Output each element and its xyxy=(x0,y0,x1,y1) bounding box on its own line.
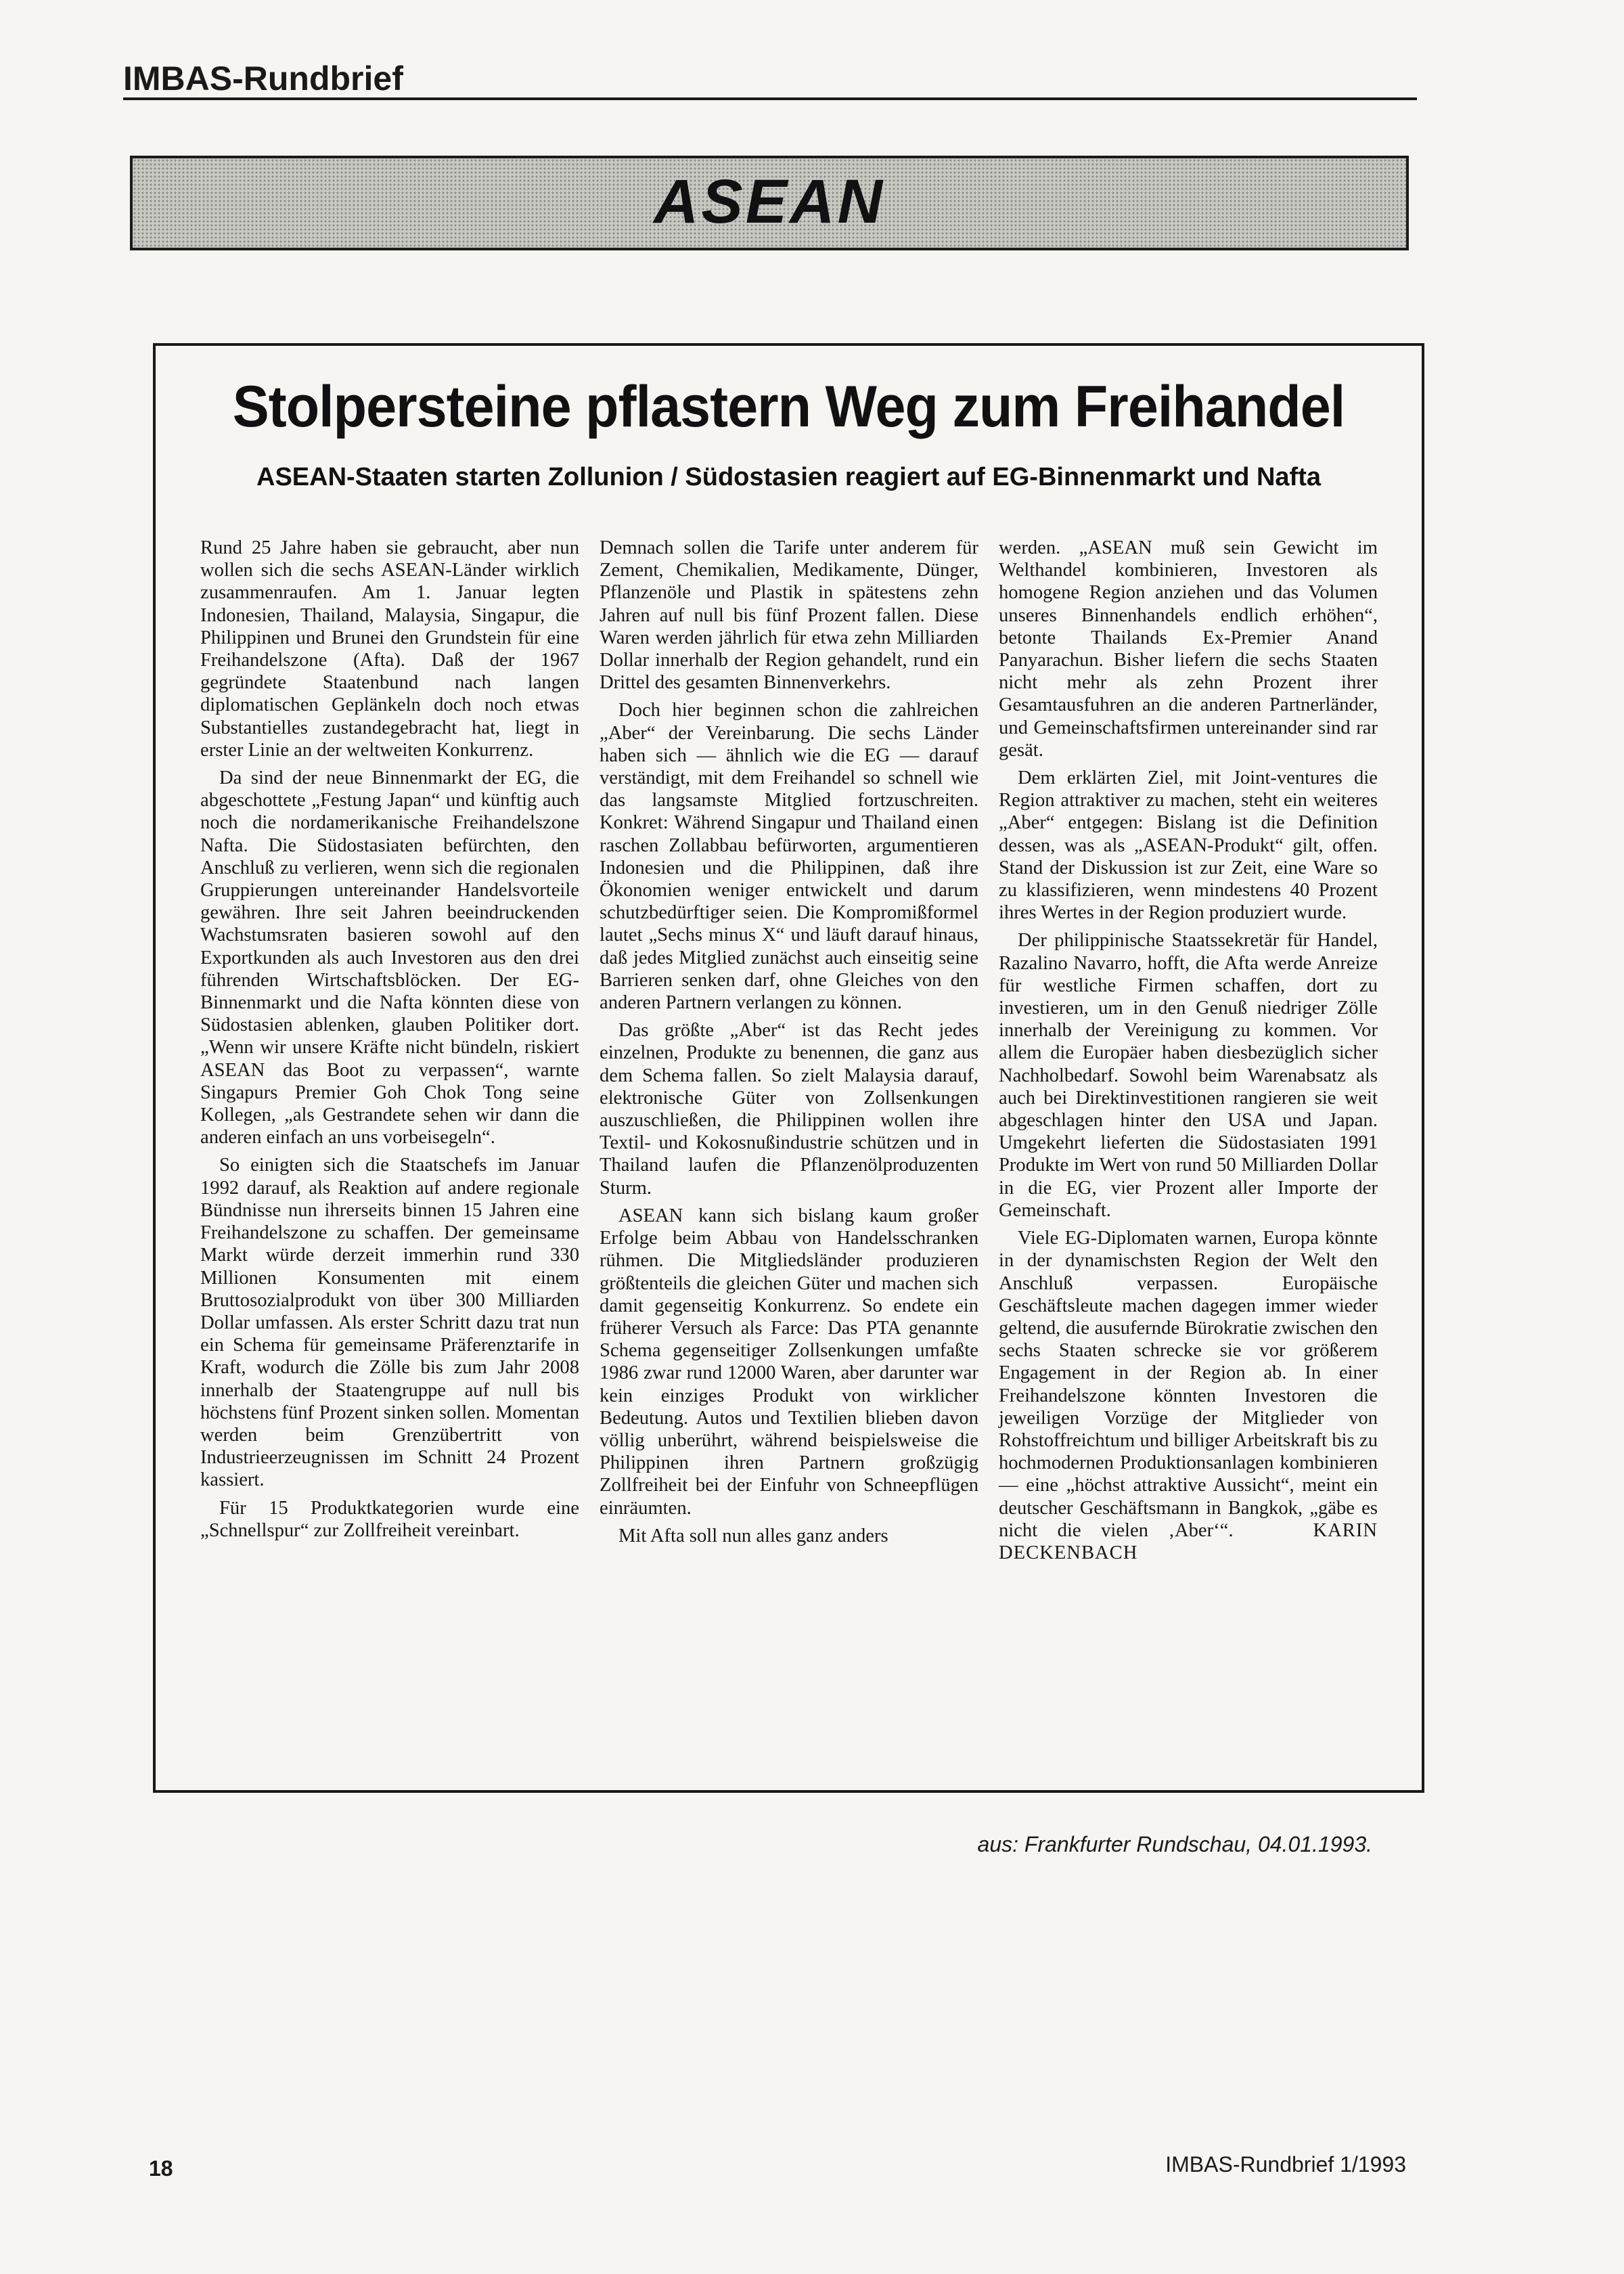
column-1 xyxy=(200,537,579,1755)
paragraph-text: Viele EG-Diplomaten warnen, Europa könnte in der dynamischsten Region der Welt den Anschluß verpassen. Europäische Geschäftsleute machen dagegen immer wieder geltend, die ausufernde Bürokratie zwischen den sechs Staaten schrecke sie vor größerem Engagement in der Region ab. In einer Freihandelszone könnten Investoren die jeweiligen Vorzüge der Mitglieder von Rohstoffreichtum und billiger Arbeitskraft bis zu hochmodernen Produktionsanlagen kombinieren — eine „höchst attraktive Aussicht“, meint ein deutscher Geschäftsmann in Bangkok, „gäbe es nicht die vielen ‚Aber‘“. xyxy=(999,1228,1378,1541)
article-columns xyxy=(200,537,1378,1755)
paragraph: werden. „ASEAN muß sein Gewicht im Welthandel kombinieren, Investoren als homogene Region anziehen und das Volumen unseres Binnenhandels endlich erhöhen“, betonte Thailands Ex-Premier Anand Panyarachun. Bisher liefern die sechs Staaten nicht mehr als zehn Prozent ihrer Gesamtausfuhren an die anderen Partnerländer, und Gemeinschaftsfirmen untereinander sind rar gesät. xyxy=(999,537,1378,761)
paragraph: Mit Afta soll nun alles ganz anders xyxy=(618,1525,888,1546)
section-title: ASEAN xyxy=(653,167,886,236)
paragraph: Das größte „Aber“ ist das Recht jedes einzelnen, Produkte zu benennen, die ganz aus dem Schema fallen. So zielt Malaysia darauf, elektronische Güter von Zollsenkungen auszuschließen, die Philippinen wollen ihre Textil- und Kokosnußindustrie schützen und in Thailand laufen die Pflanzenölproduzenten Sturm. xyxy=(600,1020,978,1199)
page-number: 18 xyxy=(149,2156,173,2181)
subheadline: ASEAN-Staaten starten Zollunion / Südostasien reagiert auf EG-Binnenmarkt und Nafta xyxy=(256,463,1321,491)
column-2 xyxy=(600,537,978,1755)
article-box xyxy=(153,343,1424,1793)
section-banner xyxy=(130,156,1409,250)
page-header xyxy=(123,60,1417,100)
paragraph: So einigten sich die Staatschefs im Januar 1992 darauf, als Reaktion auf andere regionale Bündnisse nun ihrerseits binnen 15 Jahren eine Freihandelszone zu schaffen. Der gemeinsame Markt würde derzeit immerhin rund 330 Millionen Konsumenten mit einem Bruttosozialprodukt von über 300 Milliarden Dollar umfassen. Als erster Schritt dazu trat nun ein Schema für gemeinsame Präferenztarife in Kraft, wodurch die Zölle bis zum Jahr 2008 innerhalb der Staatengruppe auf null bis höchstens fünf Prozent sinken sollen. Momentan werden beim Grenzübertritt von Industrieerzeugnissen im Schnitt 24 Prozent kassiert. xyxy=(200,1155,579,1491)
paragraph-last xyxy=(999,1227,1378,1564)
column-3 xyxy=(999,537,1378,1755)
headline: Stolpersteine pflastern Weg zum Freihandel xyxy=(232,374,1345,439)
paragraph: Dem erklärten Ziel, mit Joint-ventures die Region attraktiver zu machen, steht ein weiteres „Aber“ entgegen: Bislang ist die Definition dessen, was als „ASEAN-Produkt“ gilt, offen. Stand der Diskussion ist zur Zeit, eine Ware so zu klassifizieren, wenn mindestens 40 Prozent ihres Wertes in der Region produziert wurde. xyxy=(999,767,1378,924)
publication-title: IMBAS-Rundbrief xyxy=(123,60,403,97)
source-citation: aus: Frankfurter Rundschau, 04.01.1993. xyxy=(977,1832,1372,1856)
paragraph: Der philippinische Staatssekretär für Handel, Razalino Navarro, hofft, die Afta werde Anreize für westliche Firmen schaffen, dort zu investieren, um in den Genuß niedriger Zölle innerhalb der Vereinigung zu kommen. Vor allem die Europäer haben diesbezüglich sicher Nachholbedarf. Sowohl beim Warenabsatz als auch bei Direktinvestitionen rangieren sie weit abgeschlagen hinter den USA und Japan. Umgekehrt lieferten die Südostasiaten 1991 Produkte im Wert von rund 50 Milliarden Dollar in die EG, vier Prozent aller Importe der Gemeinschaft. xyxy=(999,930,1378,1221)
author-byline: KARIN DECKENBACH xyxy=(999,1519,1378,1563)
paragraph: Rund 25 Jahre haben sie gebraucht, aber nun wollen sich die sechs ASEAN-Länder wirklich zusammenraufen. Am 1. Januar legten Indonesien, Thailand, Malaysia, Singapur, die Philippinen und Brunei den Grundstein für eine Freihandelszone (Afta). Daß der 1967 gegründete Staatenbund nach langen diplomatischen Geplänkeln doch noch etwas Substantielles zustandegebracht hat, liegt in erster Linie an der weltweiten Konkurrenz. xyxy=(200,537,579,761)
paragraph: Demnach sollen die Tarife unter anderem für Zement, Chemikalien, Medikamente, Dünger, Pflanzenöle und Plastik in spätestens zehn Jahren auf null bis fünf Prozent fallen. Diese Waren werden jährlich für etwa zehn Milliarden Dollar innerhalb der Region gehandelt, rund ein Drittel des gesamten Binnenverkehrs. xyxy=(600,537,978,694)
footer-issue: IMBAS-Rundbrief 1/1993 xyxy=(1165,2152,1406,2177)
paragraph: ASEAN kann sich bislang kaum großer Erfolge beim Abbau von Handelsschranken rühmen. Die Mitgliedsländer produzieren größtenteils die gleichen Güter und machen sich damit gegenseitig Konkurrenz. So endete ein früherer Versuch als Farce: Das PTA genannte Schema gegenseitiger Zollsenkungen umfaßte 1986 zwar rund 12000 Waren, aber darunter war kein einziges Produkt von wirklicher Bedeutung. Autos und Textilien blieben davon völlig unberührt, während beispielsweise die Philippinen ihren Partnern großzügig Zollfreiheit bei der Einfuhr von Schneepflügen einräumten. xyxy=(600,1205,978,1519)
paragraph: Doch hier beginnen schon die zahlreichen „Aber“ der Vereinbarung. Die sechs Länder haben sich — ähnlich wie die EG — darauf verständigt, mit dem Freihandel so schnell wie das langsamste Mitglied fortzuschreiten. Konkret: Während Singapur und Thailand einen raschen Zollabbau befürworten, argumentieren Indonesien und die Philippinen, daß ihre Ökonomien weniger entwickelt und darum schutzbedürftiger seien. Die Kompromißformel lautet „Sechs minus X“ und läuft darauf hinaus, daß jedes Mitglied zunächst auch einseitig seine Barrieren senken darf, ohne Gleiches von den anderen Partnern verlangen zu können. xyxy=(600,700,978,1014)
paragraph: Da sind der neue Binnenmarkt der EG, die abgeschottete „Festung Japan“ und künftig auch noch die nordamerikanische Freihandelszone Nafta. Die Südostasiaten befürchten, den Anschluß zu verlieren, wenn sich die regionalen Gruppierungen untereinander Handelsvorteile gewähren. Ihre seit Jahren beeindruckenden Wachstumsraten basieren sowohl auf den Exportkunden als auch Investoren aus den drei führenden Wirtschaftsblöcken. Der EG-Binnenmarkt und die Nafta könnten diese von Südostasien ablenken, glauben Politiker dort. „Wenn wir unsere Kräfte nicht bündeln, riskiert ASEAN das Boot zu verpassen“, warnte Singapurs Premier Goh Chok Tong seine Kollegen, „als Gestrandete sehen wir dann die anderen einfach an uns vorbeisegeln“. xyxy=(200,767,579,1149)
paragraph: Für 15 Produktkategorien wurde eine „Schnellspur“ zur Zollfreiheit vereinbart. xyxy=(200,1497,579,1541)
